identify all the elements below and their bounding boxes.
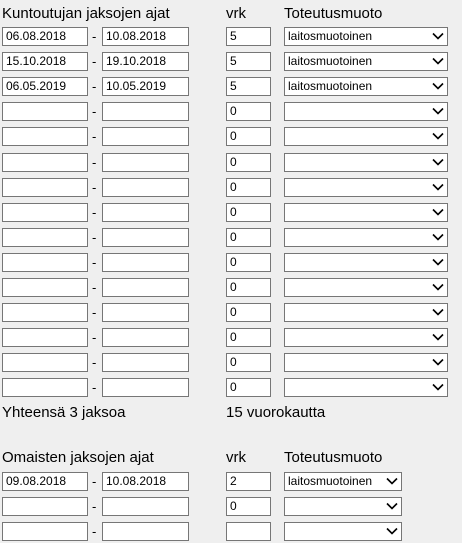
vrk-input[interactable]: 0 [226,102,271,121]
vrk-input[interactable]: 0 [226,178,271,197]
date-range-separator: - [92,330,97,346]
vrk-input[interactable]: 0 [226,253,271,272]
date-range-separator: - [92,29,97,44]
mode-select-value: laitosmuotoinen [288,54,373,69]
section1-period-row [0,353,462,374]
section1-period-row [0,203,462,224]
section1-period-row [0,77,462,98]
mode-select[interactable] [284,253,448,272]
start-date-input[interactable]: 15.10.2018 [2,52,88,71]
vrk-input[interactable]: 0 [226,328,271,347]
end-date-input[interactable] [102,127,189,146]
mode-select[interactable] [284,27,448,46]
end-date-input[interactable] [102,228,189,247]
chevron-down-icon [432,81,444,91]
mode-select[interactable] [284,228,448,247]
end-date-input[interactable] [102,178,189,197]
section1-period-row [0,328,462,349]
section1-heading-vrk: vrk [226,5,246,22]
end-date-input[interactable]: 10.08.2018 [102,27,189,46]
start-date-input[interactable] [2,153,88,172]
vrk-input[interactable]: 0 [226,228,271,247]
end-date-input[interactable]: 10.05.2019 [102,77,189,96]
section1-period-row [0,153,462,174]
start-date-input[interactable] [2,203,88,222]
mode-select[interactable] [284,303,448,322]
end-date-input[interactable] [102,328,189,347]
end-date-input[interactable] [102,278,189,297]
section1-heading-mode: Toteutusmuoto [284,5,383,22]
chevron-down-icon [432,106,444,116]
end-date-input[interactable] [102,303,189,322]
vrk-input[interactable]: 0 [226,127,271,146]
date-range-separator: - [92,204,97,220]
end-date-input[interactable] [102,203,189,222]
date-range-separator: - [92,154,97,170]
mode-select[interactable] [284,328,448,347]
section1-period-row [0,253,462,274]
chevron-down-icon [386,501,398,511]
mode-select[interactable] [284,203,448,222]
mode-select[interactable] [284,102,448,121]
start-date-input[interactable] [2,522,88,541]
vrk-input[interactable]: 0 [226,497,271,516]
vrk-input[interactable]: 5 [226,52,271,71]
start-date-input[interactable] [2,378,88,397]
chevron-down-icon [432,182,444,192]
section1-heading-periods: Kuntoutujan jaksojen ajat [2,5,170,22]
section2-heading-vrk: vrk [226,449,246,466]
mode-select[interactable] [284,378,448,397]
end-date-input[interactable] [102,153,189,172]
chevron-down-icon [432,282,444,292]
section1-period-row [0,27,462,48]
chevron-down-icon [432,131,444,141]
section1-period-row [0,178,462,199]
date-range-separator: - [92,129,97,145]
vrk-input[interactable]: 5 [226,27,271,46]
start-date-input[interactable]: 06.08.2018 [2,27,88,46]
start-date-input[interactable] [2,328,88,347]
end-date-input[interactable] [102,102,189,121]
vrk-input[interactable]: 5 [226,77,271,96]
chevron-down-icon [432,357,444,367]
start-date-input[interactable] [2,228,88,247]
section1-period-row [0,52,462,73]
date-range-separator: - [92,229,97,245]
mode-select[interactable] [284,178,448,197]
section1-period-row [0,278,462,299]
section2-period-row [0,522,462,543]
vrk-input[interactable]: 0 [226,353,271,372]
end-date-input[interactable]: 10.08.2018 [102,472,189,491]
start-date-input[interactable]: 06.05.2019 [2,77,88,96]
chevron-down-icon [432,307,444,317]
chevron-down-icon [432,332,444,342]
section1-period-row [0,378,462,399]
mode-select-value: laitosmuotoinen [288,29,373,43]
section2-heading-periods: Omaisten jaksojen ajat [2,449,154,466]
start-date-input[interactable] [2,102,88,121]
section2-period-row [0,472,462,493]
date-range-separator: - [92,499,97,515]
date-range-separator: - [92,179,97,195]
chevron-down-icon [432,207,444,217]
section2-period-row [0,497,462,518]
section1-total-days: 15 vuorokautta [226,404,326,421]
vrk-input[interactable]: 0 [226,153,271,172]
section1-period-row [0,127,462,148]
date-range-separator: - [92,474,97,489]
section2-heading-mode: Toteutusmuoto [284,449,383,466]
start-date-input[interactable] [2,497,88,516]
chevron-down-icon [386,526,398,536]
start-date-input[interactable] [2,253,88,272]
end-date-input[interactable] [102,353,189,372]
mode-select[interactable] [284,278,448,297]
section1-period-row [0,303,462,324]
date-range-separator: - [92,254,97,270]
mode-select[interactable] [284,472,402,491]
chevron-down-icon [432,31,444,41]
vrk-input[interactable]: 0 [226,278,271,297]
date-range-separator: - [92,54,97,70]
mode-select-value: laitosmuotoinen [288,79,373,94]
mode-select[interactable] [284,522,402,541]
end-date-input[interactable] [102,378,189,397]
section1-period-row [0,228,462,249]
mode-select[interactable] [284,153,448,172]
mode-select[interactable] [284,52,448,71]
mode-select[interactable] [284,353,448,372]
mode-select-value: laitosmuotoinen [288,474,373,488]
chevron-down-icon [432,56,444,66]
section1-period-row [0,102,462,123]
section1-total-periods: Yhteensä 3 jaksoa [2,404,126,421]
date-range-separator: - [92,104,97,120]
start-date-input[interactable] [2,127,88,146]
date-range-separator: - [92,79,97,95]
start-date-input[interactable]: 09.08.2018 [2,472,88,491]
vrk-input[interactable]: 2 [226,472,271,491]
start-date-input[interactable] [2,353,88,372]
chevron-down-icon [432,257,444,267]
date-range-separator: - [92,280,97,295]
end-date-input[interactable] [102,253,189,272]
chevron-down-icon [432,157,444,167]
chevron-down-icon [386,476,398,486]
end-date-input[interactable] [102,522,189,541]
start-date-input[interactable] [2,278,88,297]
vrk-input[interactable]: 0 [226,378,271,397]
date-range-separator: - [92,355,97,371]
chevron-down-icon [432,382,444,392]
end-date-input[interactable]: 19.10.2018 [102,52,189,71]
chevron-down-icon [432,232,444,242]
date-range-separator: - [92,305,97,321]
vrk-input[interactable]: 0 [226,303,271,322]
vrk-input[interactable] [226,522,271,541]
date-range-separator: - [92,380,97,396]
mode-select[interactable] [284,497,402,516]
vrk-input[interactable]: 0 [226,203,271,222]
start-date-input[interactable] [2,303,88,322]
mode-select[interactable] [284,127,448,146]
date-range-separator: - [92,524,97,540]
end-date-input[interactable] [102,497,189,516]
start-date-input[interactable] [2,178,88,197]
mode-select[interactable] [284,77,448,96]
